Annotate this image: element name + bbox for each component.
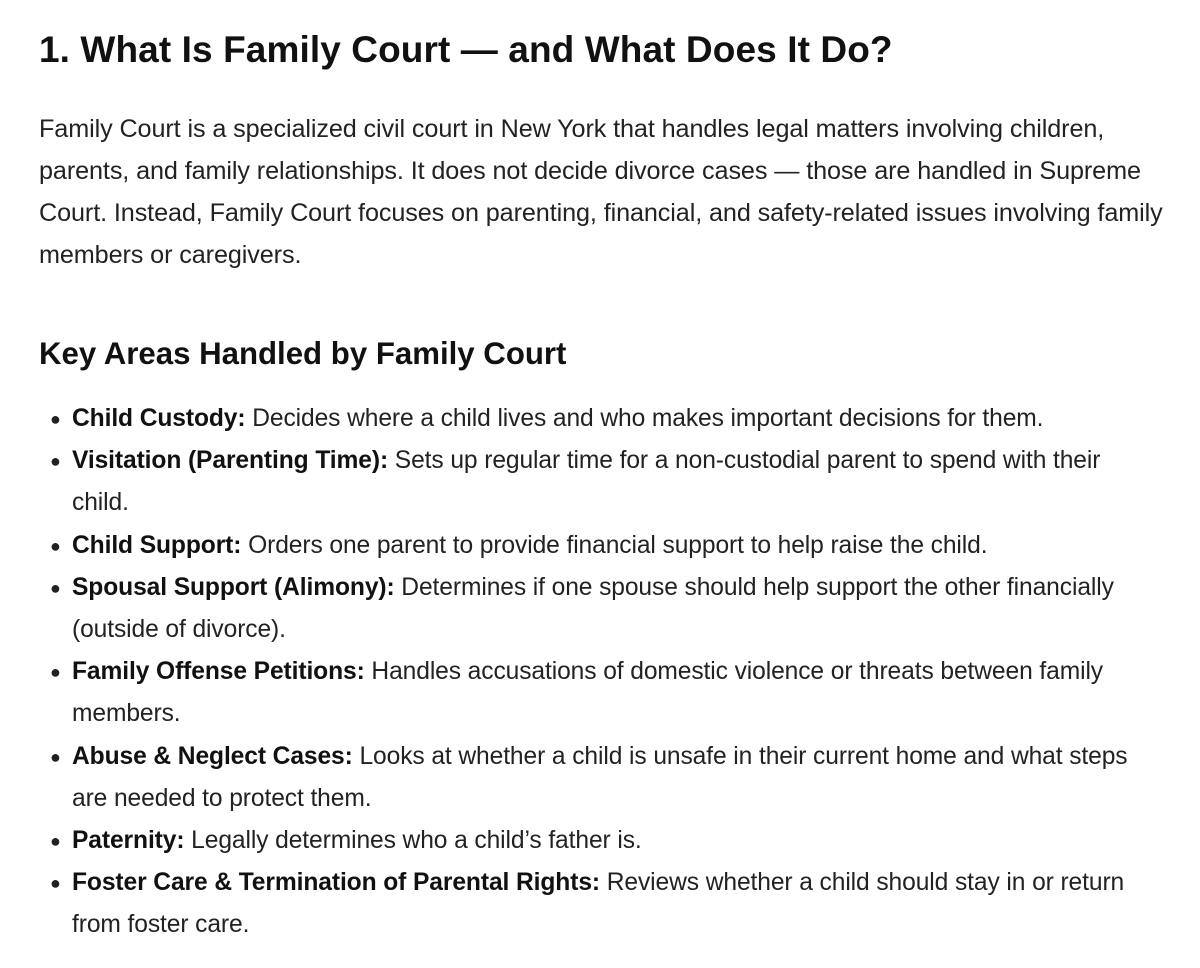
bullet-icon: ● [50, 662, 61, 683]
item-term: Visitation (Parenting Time): [72, 447, 389, 475]
intro-paragraph: Family Court is a specialized civil court in New York that handles legal matters involving children, parents, and family relationships. It does not decide divorce cases — those are handled in Supreme Court. Instead, Family Court focuses on parenting, financial, and safety-related issues involving family members or caregivers. [39, 115, 1163, 269]
bullet-icon: ● [50, 577, 61, 598]
bullet-icon: ● [50, 409, 61, 429]
list-item-child-support [50, 525, 1162, 567]
item-description: Sets up regular time for a non-custodial parent to spend with their child. [72, 447, 1101, 517]
item-term: Child Support: [72, 531, 242, 559]
bullet-icon: ● [50, 535, 61, 556]
bullet-icon: ● [50, 873, 61, 894]
list-item-visitation [50, 440, 1162, 524]
bullet-icon: ● [50, 831, 61, 852]
item-description: Reviews whether a child should stay in or return from foster care. [72, 869, 1125, 939]
key-areas-list [39, 398, 1162, 947]
item-description: Determines if one spouse should help support the other financially (outside of divorce). [72, 573, 1114, 644]
section-heading: Key Areas Handled by Family Court [39, 336, 567, 371]
item-description: Decides where a child lives and who makes important decisions for them. [245, 405, 1044, 432]
list-item-family-offense [50, 651, 1162, 735]
item-description: Legally determines who a child’s father is. [184, 827, 642, 855]
list-item-abuse-neglect [50, 736, 1162, 820]
list-item-foster-care [50, 862, 1162, 946]
item-term: Abuse & Neglect Cases: [72, 742, 353, 770]
bullet-icon: ● [50, 451, 61, 472]
item-term: Spousal Support (Alimony): [72, 573, 395, 601]
item-term: Paternity: [72, 827, 185, 855]
list-item-paternity [50, 820, 1162, 862]
item-description: Looks at whether a child is unsafe in their current home and what steps are needed to protect them. [72, 742, 1128, 812]
item-term: Child Custody: [72, 405, 246, 432]
item-description: Handles accusations of domestic violence or threats between family members. [72, 658, 1104, 728]
item-term: Foster Care & Termination of Parental Rights: [72, 869, 600, 897]
item-term: Family Offense Petitions: [72, 658, 365, 686]
page-title: 1. What Is Family Court — and What Does It Do? [39, 29, 893, 70]
list-item-child-custody [50, 398, 1162, 440]
list-item-spousal-support [50, 567, 1162, 651]
bullet-icon: ● [50, 746, 61, 767]
item-description: Orders one parent to provide financial support to help raise the child. [241, 531, 988, 559]
